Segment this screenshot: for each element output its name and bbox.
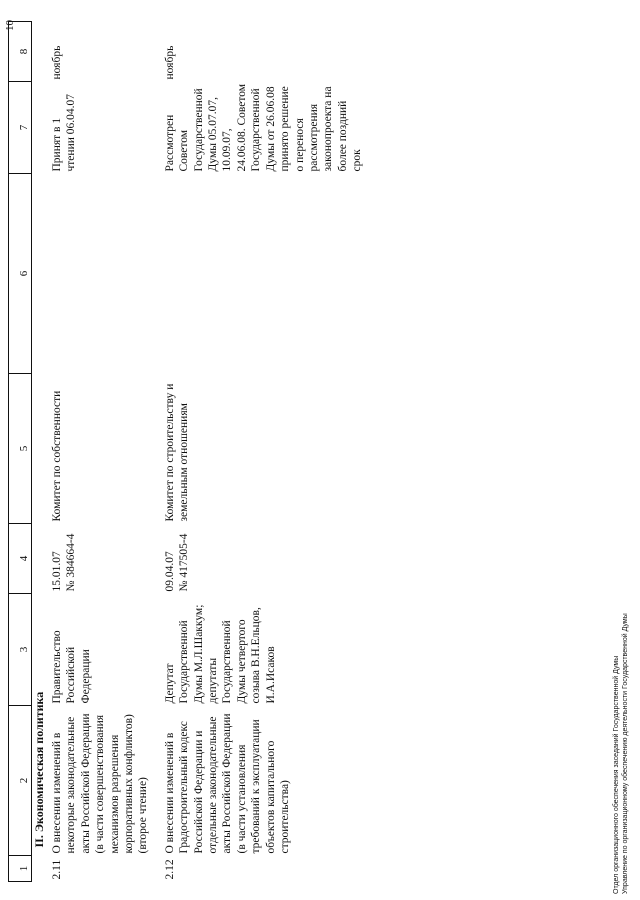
table-row [48,22,161,882]
bill-status: Рассмотрен Советом Государственной Думы 05.07.07, 10.09.07, 24.06.08. Советом Государственной Думы от 26.06.08 принято решение о перенося рассмотрения законопроекта на более поздний срок [163,83,364,172]
footer [612,613,630,894]
consideration-term: ноябрь [51,45,63,80]
footer-line: Управление по организационному обеспечению деятельности Государственной Думы [622,613,629,894]
table-row [161,22,375,882]
bill-status: Принят в 1 чтении 06.04.07 [51,93,78,172]
column-6-cell [161,174,375,374]
bill-author: Депутат Государственной Думы М.Л.Шаккум; депутаты Государственной Думы четвертого созыва В.Н.Ельцов, И.А.Исаков [163,604,277,704]
registration-cell [161,524,375,594]
header-cell: 1 [9,856,32,882]
registration-date: 09.04.07 [163,551,176,592]
footer-line: Отдел организационного обеспечения заседаний Государственной Думы [613,655,620,894]
header-cell: 6 [9,174,32,374]
responsible-committee: Комитет по строительству и земельным отношениям [163,383,191,522]
header-row [9,22,32,882]
bill-title: О внесении изменений в некоторые законодательные акты Российской Федерации (в части совершенствования механизмов разрешения корпоративных конфликтов) (второе чтение) [51,713,150,854]
row-number: 2.11 [51,859,63,880]
header-cell: 8 [9,22,32,82]
column-6-cell [48,174,161,374]
registration-cell [48,524,161,594]
header-cell: 3 [9,594,32,706]
header-cell: 4 [9,524,32,594]
registration-number: № 417505-4 [178,533,191,592]
header-cell: 2 [9,706,32,856]
section-row [32,22,49,882]
consideration-term: ноябрь [163,45,176,80]
registration-date: 15.01.07 [51,551,63,592]
header-cell: 5 [9,374,32,524]
registration-number: № 384664-4 [65,533,78,592]
legislation-table [8,21,375,882]
section-title: II. Экономическая политика [32,691,46,848]
header-cell: 7 [9,82,32,174]
row-number: 2.12 [163,859,176,880]
page-number: 10 [4,20,16,31]
responsible-committee: Комитет по собственности [51,390,63,522]
bill-author: Правительство Российской Федерации [51,630,92,704]
bill-title: О внесении изменений в Градостроительный кодекс Российской Федерации и отдельные законодательные акты Российской Федерации (в части установления требований к эксплуатации объектов капитального строительства) [163,713,292,854]
